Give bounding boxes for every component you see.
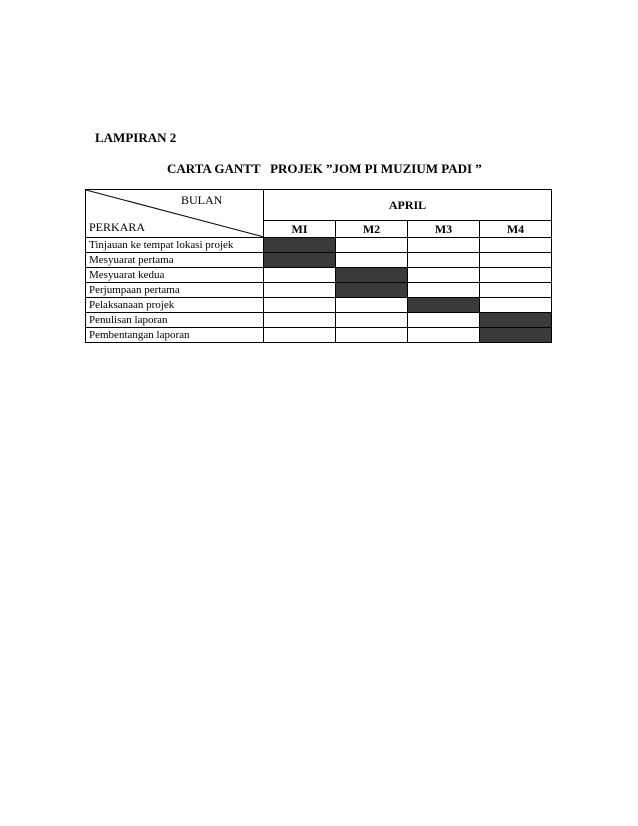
task-name-cell: Mesyuarat kedua [86, 268, 264, 283]
gantt-empty-cell [336, 253, 408, 268]
gantt-empty-cell [408, 253, 480, 268]
gantt-bar-cell [336, 268, 408, 283]
gantt-empty-cell [336, 298, 408, 313]
gantt-empty-cell [408, 238, 480, 253]
gantt-empty-cell [336, 238, 408, 253]
task-name-cell: Perjumpaan pertama [86, 283, 264, 298]
gantt-empty-cell [480, 268, 552, 283]
task-row [86, 313, 552, 328]
week-header-2: M2 [336, 221, 408, 238]
task-row [86, 238, 552, 253]
gantt-bar-cell [336, 283, 408, 298]
task-name-cell: Mesyuarat pertama [86, 253, 264, 268]
task-row [86, 328, 552, 343]
gantt-empty-cell [264, 283, 336, 298]
corner-month-label: BULAN [181, 193, 223, 207]
appendix-label: LAMPIRAN 2 [95, 130, 177, 145]
gantt-empty-cell [480, 298, 552, 313]
gantt-bar-cell [264, 238, 336, 253]
corner-task-label: PERKARA [89, 220, 146, 234]
gantt-bar-cell [264, 253, 336, 268]
week-header-4: M4 [480, 221, 552, 238]
gantt-empty-cell [264, 298, 336, 313]
gantt-empty-cell [480, 253, 552, 268]
task-row [86, 268, 552, 283]
gantt-empty-cell [264, 268, 336, 283]
task-row [86, 298, 552, 313]
gantt-bar-cell [408, 298, 480, 313]
gantt-empty-cell [408, 328, 480, 343]
task-row [86, 283, 552, 298]
gantt-empty-cell [336, 328, 408, 343]
week-header-1: MI [264, 221, 336, 238]
gantt-empty-cell [336, 313, 408, 328]
task-row [86, 253, 552, 268]
gantt-table [85, 189, 552, 343]
gantt-empty-cell [264, 328, 336, 343]
gantt-empty-cell [480, 238, 552, 253]
corner-header-cell [86, 190, 264, 238]
task-name-cell: Penulisan laporan [86, 313, 264, 328]
task-name-cell: Pelaksanaan projek [86, 298, 264, 313]
month-header: APRIL [264, 190, 552, 221]
gantt-empty-cell [264, 313, 336, 328]
gantt-bar-cell [480, 313, 552, 328]
gantt-empty-cell [480, 283, 552, 298]
task-name-cell: Tinjauan ke tempat lokasi projek [86, 238, 264, 253]
gantt-empty-cell [408, 268, 480, 283]
task-name-cell: Pembentangan laporan [86, 328, 264, 343]
gantt-bar-cell [480, 328, 552, 343]
gantt-empty-cell [408, 283, 480, 298]
chart-title: CARTA GANTT PROJEK ”JOM PI MUZIUM PADI ” [167, 161, 482, 176]
week-header-3: M3 [408, 221, 480, 238]
gantt-empty-cell [408, 313, 480, 328]
